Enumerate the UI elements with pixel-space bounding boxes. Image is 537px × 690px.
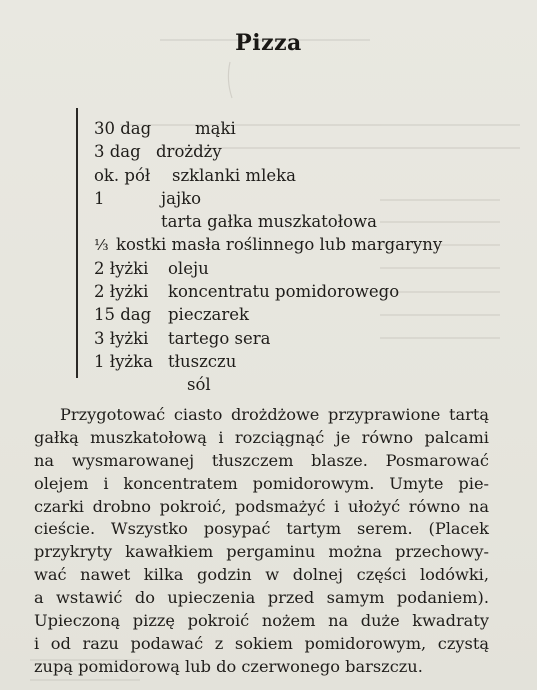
- ingredient-row: [94, 117, 514, 140]
- ingredient-name: sól: [187, 375, 211, 395]
- ingredient-name: tarta gałka muszkatołowa: [161, 212, 377, 232]
- ingredient-row: [94, 257, 514, 280]
- ingredient-row: [94, 327, 514, 350]
- ingredient-row: [94, 140, 514, 163]
- ingredient-row: [94, 164, 514, 187]
- ingredient-name: szklanki mleka: [172, 165, 296, 185]
- instruction-line: a wstawić do upieczenia przed samym podaniem).: [34, 588, 489, 608]
- ingredient-quantity: ⅓: [94, 236, 109, 255]
- ingredient-row: [94, 210, 514, 233]
- ingredient-name: tartego sera: [168, 328, 271, 348]
- ingredient-name: oleju: [168, 258, 209, 278]
- ingredient-name: jajko: [161, 188, 202, 208]
- ingredient-name: tłuszczu: [168, 351, 237, 371]
- ingredient-row: [94, 280, 514, 303]
- ingredient-quantity: 2 łyżki: [94, 258, 149, 278]
- ingredient-quantity: 1: [94, 188, 105, 208]
- ingredient-name: drożdży: [156, 142, 222, 162]
- ingredient-name: koncentratu pomidorowego: [168, 282, 400, 302]
- instruction-line: czarki drobno pokroić, podsmażyć i ułożyć równo na: [34, 496, 489, 516]
- instruction-line: zupą pomidorową lub do czerwonego barszczu.: [34, 656, 423, 676]
- recipe-title: Pizza: [235, 30, 302, 56]
- ingredient-name: pieczarek: [168, 305, 250, 325]
- ingredient-quantity: 3 dag: [94, 142, 141, 162]
- recipe-instructions: [34, 404, 489, 679]
- instruction-line: Przygotować ciasto drożdżowe przyprawione tartą: [60, 405, 489, 424]
- instruction-line: cieście. Wszystko posypać tartym serem. (Placek: [34, 519, 489, 539]
- instruction-line: przykryty kawałkiem pergaminu można przechowy-: [34, 542, 489, 562]
- instruction-line: Upieczoną pizzę pokroić nożem na duże kwadraty: [34, 611, 489, 631]
- ingredient-quantity: 3 łyżki: [94, 328, 149, 348]
- ingredient-quantity: 30 dag: [94, 119, 152, 138]
- ingredient-quantity: ok. pół: [94, 165, 151, 185]
- instruction-line: na wysmarowanej tłuszczem blasze. Posmarować: [34, 450, 489, 470]
- ingredient-quantity: 15 dag: [94, 305, 152, 325]
- ingredient-quantity: 2 łyżki: [94, 282, 149, 302]
- ingredient-name: mąki: [195, 119, 236, 138]
- ingredient-row: [94, 350, 514, 373]
- instruction-line: wać nawet kilka godzin w dolnej części lodówki,: [34, 565, 489, 585]
- instruction-line: i od razu podawać z sokiem pomidorowym, czystą: [34, 633, 489, 653]
- ingredient-name: kostki masła roślinnego lub margaryny: [116, 235, 443, 255]
- ingredient-quantity: 1 łyżka: [94, 351, 153, 371]
- ingredients-list: [94, 117, 514, 397]
- ingredient-row: [94, 373, 514, 396]
- ingredients-margin-rule: [76, 108, 78, 378]
- instruction-line: olejem i koncentratem pomidorowym. Umyte pie-: [34, 473, 489, 493]
- ingredient-row: [94, 303, 514, 326]
- instruction-line: gałką muszkatołową i rozciągnąć je równo palcami: [34, 427, 489, 447]
- ingredient-row: [94, 233, 514, 256]
- ingredient-row: [94, 187, 514, 210]
